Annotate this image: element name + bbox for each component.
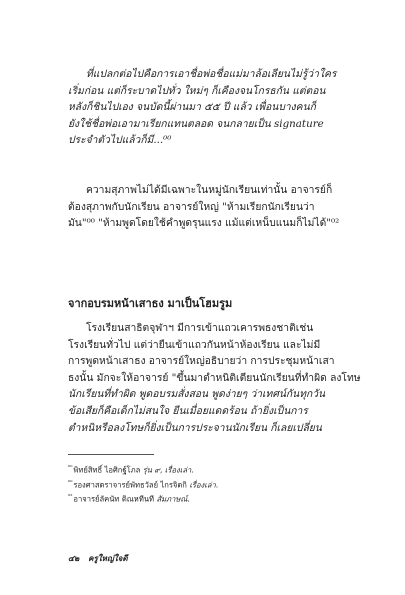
paragraph-2 xyxy=(68,182,368,232)
text-line: นักเรียนที่ทำผิด พูดอบรมสั่งสอน พูดง่ายๆ ว่าเทศน์กันทุกวัน xyxy=(68,388,326,401)
footnote-mark: ⁰² xyxy=(68,494,73,501)
footnote-divider xyxy=(68,454,154,455)
text-line: ที่แปลกต่อไปคือการเอาชื่อพ่อชื่อแม่มาล้อเลียนไม่รู้ว่าใคร xyxy=(86,68,337,80)
section-heading: จากอบรมหน้าเสาธง มาเป็นโฮมรูม xyxy=(68,297,233,310)
footnote-source: เรื่องเล่า. xyxy=(186,480,219,490)
footnote-mark: ⁰⁰ xyxy=(68,465,73,471)
footnote-source: รุ่น ๙, เรื่องเล่า. xyxy=(140,465,194,475)
book-title: ครูใหญ่ใจดี xyxy=(88,553,128,563)
footnote-author: รองศาสตราจารย์พัทธวัลย์ ไกรจิตกิ xyxy=(73,480,187,490)
footnote xyxy=(68,477,368,492)
text-line: ธงนั้น มักจะให้อาจารย์ "ขึ้นมาตำหนิติเตียนนักเรียนที่ทำผิด ลงโทษ xyxy=(68,371,361,384)
text-line: ประจำตัวไปแล้วก็มี...⁰⁰ xyxy=(68,134,172,147)
footnote-author: พิทย์สิทธิ์ ไอศิกฐ์ุโภล xyxy=(73,465,141,475)
text-line: ตำหนิหรือลงโทษก็ยิ่งเป็นการประจานนักเรียน ก็เลยเปลี่ยน xyxy=(68,421,322,434)
text-line: โรงเรียนสาธิตจุฬาฯ มีการเข้าแถวเคารพธงชาติเช่น xyxy=(86,322,314,334)
footnote-author: อาจารย์ลัคนัท ดิณหทีนที xyxy=(73,495,155,504)
footnote-mark: ⁰⁰ xyxy=(68,479,73,486)
text-line: ความสุภาพไม่ได้มีเฉพาะในหมู่นักเรียนเท่านั้น อาจารย์ก็ xyxy=(86,184,333,196)
text-line: การพูดหน้าเสาธง อาจารย์ใหญ่อธิบายว่า การประชุมหน้าเสา xyxy=(68,355,335,368)
page-number: ๔๒ xyxy=(68,553,80,563)
text-line: เริ่มก่อน แต่ก็ระบาดไปทั่ว ใหม่ๆ ก็เคืองจนโกรธกัน แต่ตอน xyxy=(68,84,326,97)
text-line: มัน"⁰⁰ "ห้ามพูดโดยใช้คำพูดรุนแรง แม้แต่เหน็บแนมก็ไม่ได้"⁰² xyxy=(68,217,340,230)
footnote xyxy=(68,491,368,506)
text-line: หลังก็ชินไปเอง จนบัดนี้ผ่านมา ๕๕ ปี แล้ว เพื่อนบางคนก็ xyxy=(68,101,316,114)
footnotes xyxy=(68,462,368,506)
footnote xyxy=(68,462,368,477)
text-line: โรงเรียนทั่วไป แต่ว่ายืนเข้าแถวกันหน้าห้องเรียน และไม่มี xyxy=(68,338,321,351)
paragraph-3 xyxy=(68,320,368,436)
text-line: ข้อเสียก็คือเด็กไม่สนใจ ยืนเมื่อยแดดร้อน ถ้ายิ่งเป็นการ xyxy=(68,404,308,417)
text-line: ต้องสุภาพกับนักเรียน อาจารย์ใหญ่ "ห้ามเรียกนักเรียนว่า xyxy=(68,200,315,213)
text-line: ยังใช้ชื่อพ่อเอามาเรียกแทนตลอด จนกลายเป็น signature xyxy=(68,117,324,130)
paragraph-1 xyxy=(68,66,368,149)
footnote-source: สัมภาษณ์. xyxy=(154,495,190,504)
page-footer xyxy=(68,552,128,565)
